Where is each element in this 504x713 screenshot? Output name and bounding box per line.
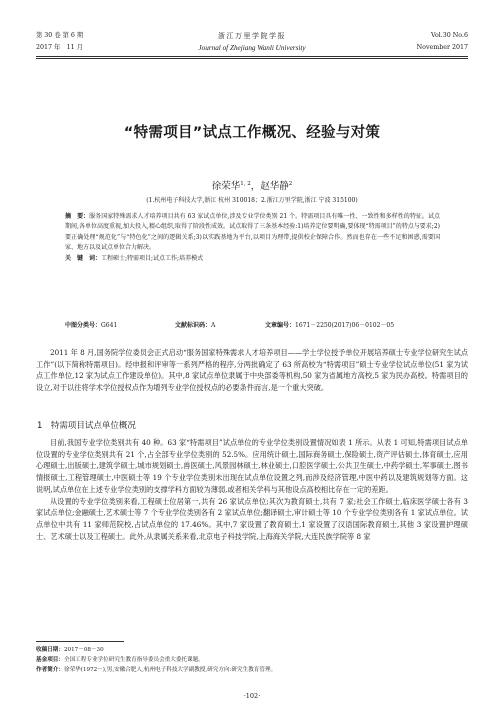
body-paragraph: 从设置的专业学位类别来看,工程硕士位居第一,共有 26 家试点单位;其次为教育硕士,共有 7 家;社会工作硕士,临床医学硕士各有 3 家试点单位;金融硕士,艺术硕士等 7 个专业学位类别各有 2 家试点单位;翻译硕士,审计硕士等 10 个专业学位类别各有 1 家试点单位。试点单位中共有 11 家师范院校,占试点单位的 17.46%。其中,7 家设置了教育硕士,1 家设置了汉语国际教育硕士,其他 3 家设置护理硕士、艺术硕士以及工程硕士。此外,从隶属关系来看,北京电子科技学院,上海海关学院,大连民族学院等 8 家: [36, 496, 468, 541]
author-line: [0, 178, 504, 192]
footnotes: [36, 645, 468, 675]
page-number: ·102·: [243, 692, 261, 700]
article-no: 1671－2250(2017)06－0102－05: [295, 322, 395, 329]
author-bio-label: 作者简介：: [36, 667, 64, 673]
issue-volume: 第 30 卷 第 6 期: [36, 32, 84, 39]
footnote-rule: [36, 641, 124, 642]
issue-info-en: [417, 30, 468, 54]
journal-name-en: Journal of Zhejiang Wanli University: [198, 44, 306, 52]
received-label: 收稿日期：: [36, 647, 64, 653]
author-name: 徐荣华: [211, 181, 241, 192]
intro-section: [36, 347, 468, 394]
section-body: [36, 437, 468, 542]
fund-label: 基金项目：: [36, 657, 64, 663]
body-paragraph: 目前,我国专业学位类别共有 40 种。63 家“特需项目”试点单位的专业学位类别设置情况如表 1 所示。从表 1 可知,特需项目试点单位设置的专业学位类别共有 21 个,占全部专业学位类别的 52.5%。应用统计硕士,国际商务硕士,保险硕士,资产评估硕士,体育硕士,应用心理硕士,出版硕士,建筑学硕士,城市规划硕士,兽医硕士,风景园林硕士,林业硕士,口腔医学硕士,公共卫生硕士,中药学硕士,军事硕士,图书情报硕士,工程管理硕士,中医硕士等 19 个专业学位类别未出现在试点单位设置之列,而涉及经济管理,中医中药以及建筑规划等方面。这说明,试点单位在上述专业学位类别的支撑学科方面较为薄弱,或者相关学科与其他设点高校相比存在一定的差距。: [36, 438, 468, 494]
body-paragraph: 2011 年 8 月,国务院学位委员会正式启动“服务国家特殊需求人才培养项目——学士学位授予单位开展培养硕士专业学位研究生试点工作”(以下简称特需项目)。经申报和评审等一系列严格的程序,分两批确定了 63 所高校为“特需项目”硕士专业学位试点单位(51 家为试点工作单位,12 家为试点工作建设单位)。其中,8 家试点单位隶属于中央部委等机构,50 家为省属地方高校,5 家为民办高校。特需项目的设立,对于以往将学术学位授权点作为增列专业学位授权点的必要条件而言,是一个重大突破。: [36, 348, 468, 393]
doc-code-label: 文献标识码：: [175, 322, 212, 329]
received-date: 2017－08－30: [63, 647, 104, 653]
author-affil-mark: 1, 2: [240, 180, 251, 187]
fund-text: 全国工程专业学位研究生教育指导委员会重大委托课题。: [63, 657, 204, 663]
clc-label: 中图分类号：: [65, 322, 102, 329]
section-heading: 1 特需项目试点单位概况: [37, 421, 136, 431]
keywords-label: 关 键 词：: [65, 254, 102, 262]
month-en: November 2017: [416, 44, 468, 51]
issue-date: 2017 年 11 月: [36, 44, 83, 51]
doc-code: A: [211, 322, 216, 329]
article-no-label: 文章编号：: [265, 322, 296, 329]
clc-code: G641: [101, 322, 118, 329]
volume-en: Vol.30 No.6: [431, 32, 468, 39]
header-rule: [36, 56, 468, 57]
article-title: “特需项目”试点工作概况、经验与对策: [123, 125, 381, 141]
journal-name-cn: 浙江万里学院学报: [218, 32, 286, 40]
author-separator: ，: [250, 181, 261, 192]
header-rule-thin: [36, 58, 468, 59]
abstract: [65, 212, 440, 264]
author-affil-mark: 2: [288, 180, 293, 187]
author-bio: 徐荣华(1972－),男,安徽合肥人,杭州电子科技大学副教授,研究方向:研究生教育管理。: [63, 667, 277, 673]
keywords: 工程硕士;特需项目;试点工作;培养模式: [101, 254, 204, 262]
affiliation: (1.杭州电子科技大学,浙江 杭州 310018；2.浙江万里学院,浙江 宁波 315100): [146, 197, 358, 204]
author-name: 赵华静: [260, 181, 289, 192]
abstract-text: 服务国家特殊需求人才培养项目共有 63 家试点单位,涉及专业学位类别 21 个。特需项目具有唯一性、一致性和多样性的特征。试点期间,各单位高度重视,加大投入,精心组织,取得了阶段性成效。试点取得了三条基本经验:1)培养定位要明确,要体现“特需项目”的特点与要求;2)要正确处理“规范化”与“特色化”之间的逻辑关系;3)以实践基地为平台,以项目为理带,提供校企保障合作。然而也存在一些不足和困惑,需要国家、地方以及试点单位合力解决。: [65, 213, 440, 252]
abstract-label: 摘 要：: [65, 213, 90, 220]
